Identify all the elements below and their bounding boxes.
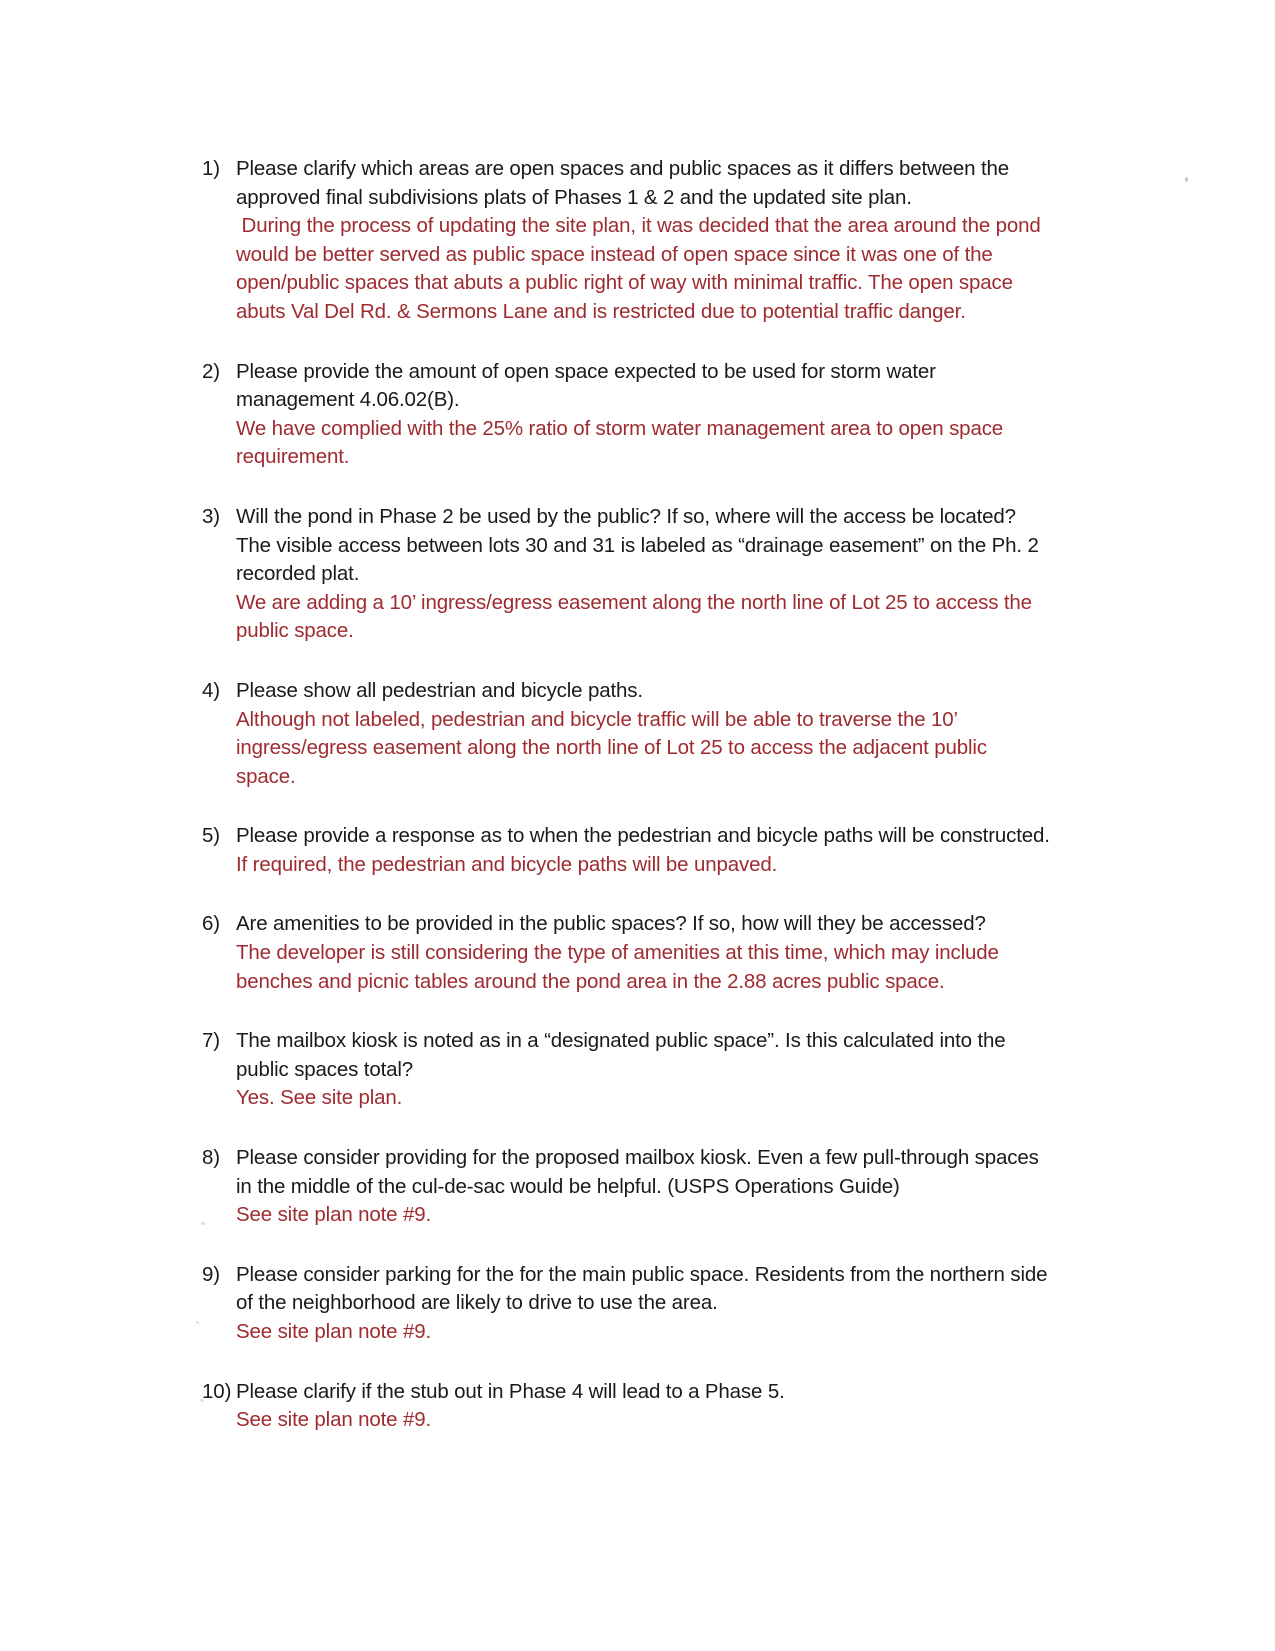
qa-content [236, 910, 1050, 996]
qa-content [236, 1261, 1053, 1347]
qa-content [236, 155, 1050, 327]
question-text: Please provide a response as to when the pedestrian and bicycle paths will be constructed. [236, 824, 1050, 848]
qa-item [202, 1144, 1050, 1230]
answer-text: See site plan note #9. [236, 1320, 432, 1343]
question-text: Please clarify which areas are open spaces and public spaces as it differs between the approved final subdivisions plats of Phases 1 & 2 and the updated site plan. [236, 157, 1015, 209]
qa-item [202, 1027, 1050, 1113]
qa-content [236, 677, 1050, 791]
qa-item [202, 1378, 1050, 1435]
qa-content [236, 1378, 1050, 1435]
list-number: 6) [202, 912, 221, 936]
qa-item [202, 155, 1050, 327]
list-number: 3) [202, 504, 221, 528]
qa-item [202, 677, 1050, 791]
question-text: Please provide the amount of open space expected to be used for storm water management 4.06.02(B). [236, 359, 942, 412]
answer-text: Although not labeled, pedestrian and bicycle traffic will be able to traverse the 10’ ingress/egress easement along the north line of Lot 25 to access the adjacent public space. [236, 707, 993, 788]
question-text: Please consider providing for the proposed mailbox kiosk. Even a few pull-through spaces in the middle of the cul-de-sac would be helpful. (USPS Operations Guide) [236, 1146, 1045, 1198]
qa-content [236, 358, 1050, 472]
answer-text: We have complied with the 25% ratio of storm water management area to open space requirement. [236, 416, 1009, 469]
numbered-qa-list [202, 155, 1053, 1466]
answer-text: See site plan note #9. [236, 1408, 432, 1432]
qa-item [202, 503, 1050, 646]
question-text: Please consider parking for the for the main public space. Residents from the northern side of the neighborhood are likely to drive to use the area. [236, 1262, 1053, 1315]
answer-text: We are adding a 10’ ingress/egress easement along the north line of Lot 25 to access the public space. [236, 590, 1038, 643]
question-text: Will the pond in Phase 2 be used by the public? If so, where will the access be located? The visible access between lots 30 and 31 is labeled as “drainage easement” on the Ph. 2 recorded plat. [236, 504, 1045, 586]
question-text: Are amenities to be provided in the public spaces? If so, how will they be accessed? [236, 912, 986, 936]
scan-speck [196, 1321, 199, 1324]
scan-speck [201, 1222, 205, 1225]
answer-text: See site plan note #9. [236, 1203, 432, 1227]
list-number: 7) [202, 1029, 221, 1053]
qa-content [236, 822, 1050, 879]
qa-content [236, 1144, 1050, 1230]
list-number: 1) [202, 157, 221, 180]
scan-speck [200, 1399, 204, 1402]
qa-content [236, 503, 1050, 646]
scan-speck [1185, 177, 1188, 182]
list-number: 2) [202, 359, 221, 383]
list-number: 5) [202, 824, 221, 848]
answer-text: The developer is still considering the type of amenities at this time, which may include benches and picnic tables around the pond area in the 2.88 acres public space. [236, 941, 1005, 993]
list-number: 4) [202, 678, 221, 702]
qa-content [236, 1027, 1050, 1113]
qa-item [202, 358, 1050, 472]
list-number: 9) [202, 1262, 221, 1286]
question-text: Please show all pedestrian and bicycle paths. [236, 678, 643, 702]
list-number: 10) [202, 1379, 232, 1403]
qa-item [202, 910, 1050, 996]
qa-item [202, 822, 1050, 879]
answer-text: Yes. See site plan. [236, 1086, 403, 1110]
question-text: The mailbox kiosk is noted as in a “designated public space”. Is this calculated into the public spaces total? [236, 1029, 1012, 1081]
qa-item [202, 1261, 1053, 1347]
list-number: 8) [202, 1146, 221, 1170]
answer-text: During the process of updating the site plan, it was decided that the area around the pond would be better served as public space instead of open space since it was one of the open/public spaces that abuts a public right of way with minimal traffic. The open space abuts Val Del Rd. & Sermons Lane and is restricted due to potential traffic danger. [236, 214, 1047, 323]
answer-text: If required, the pedestrian and bicycle paths will be unpaved. [236, 852, 778, 876]
question-text: Please clarify if the stub out in Phase 4 will lead to a Phase 5. [236, 1379, 785, 1403]
